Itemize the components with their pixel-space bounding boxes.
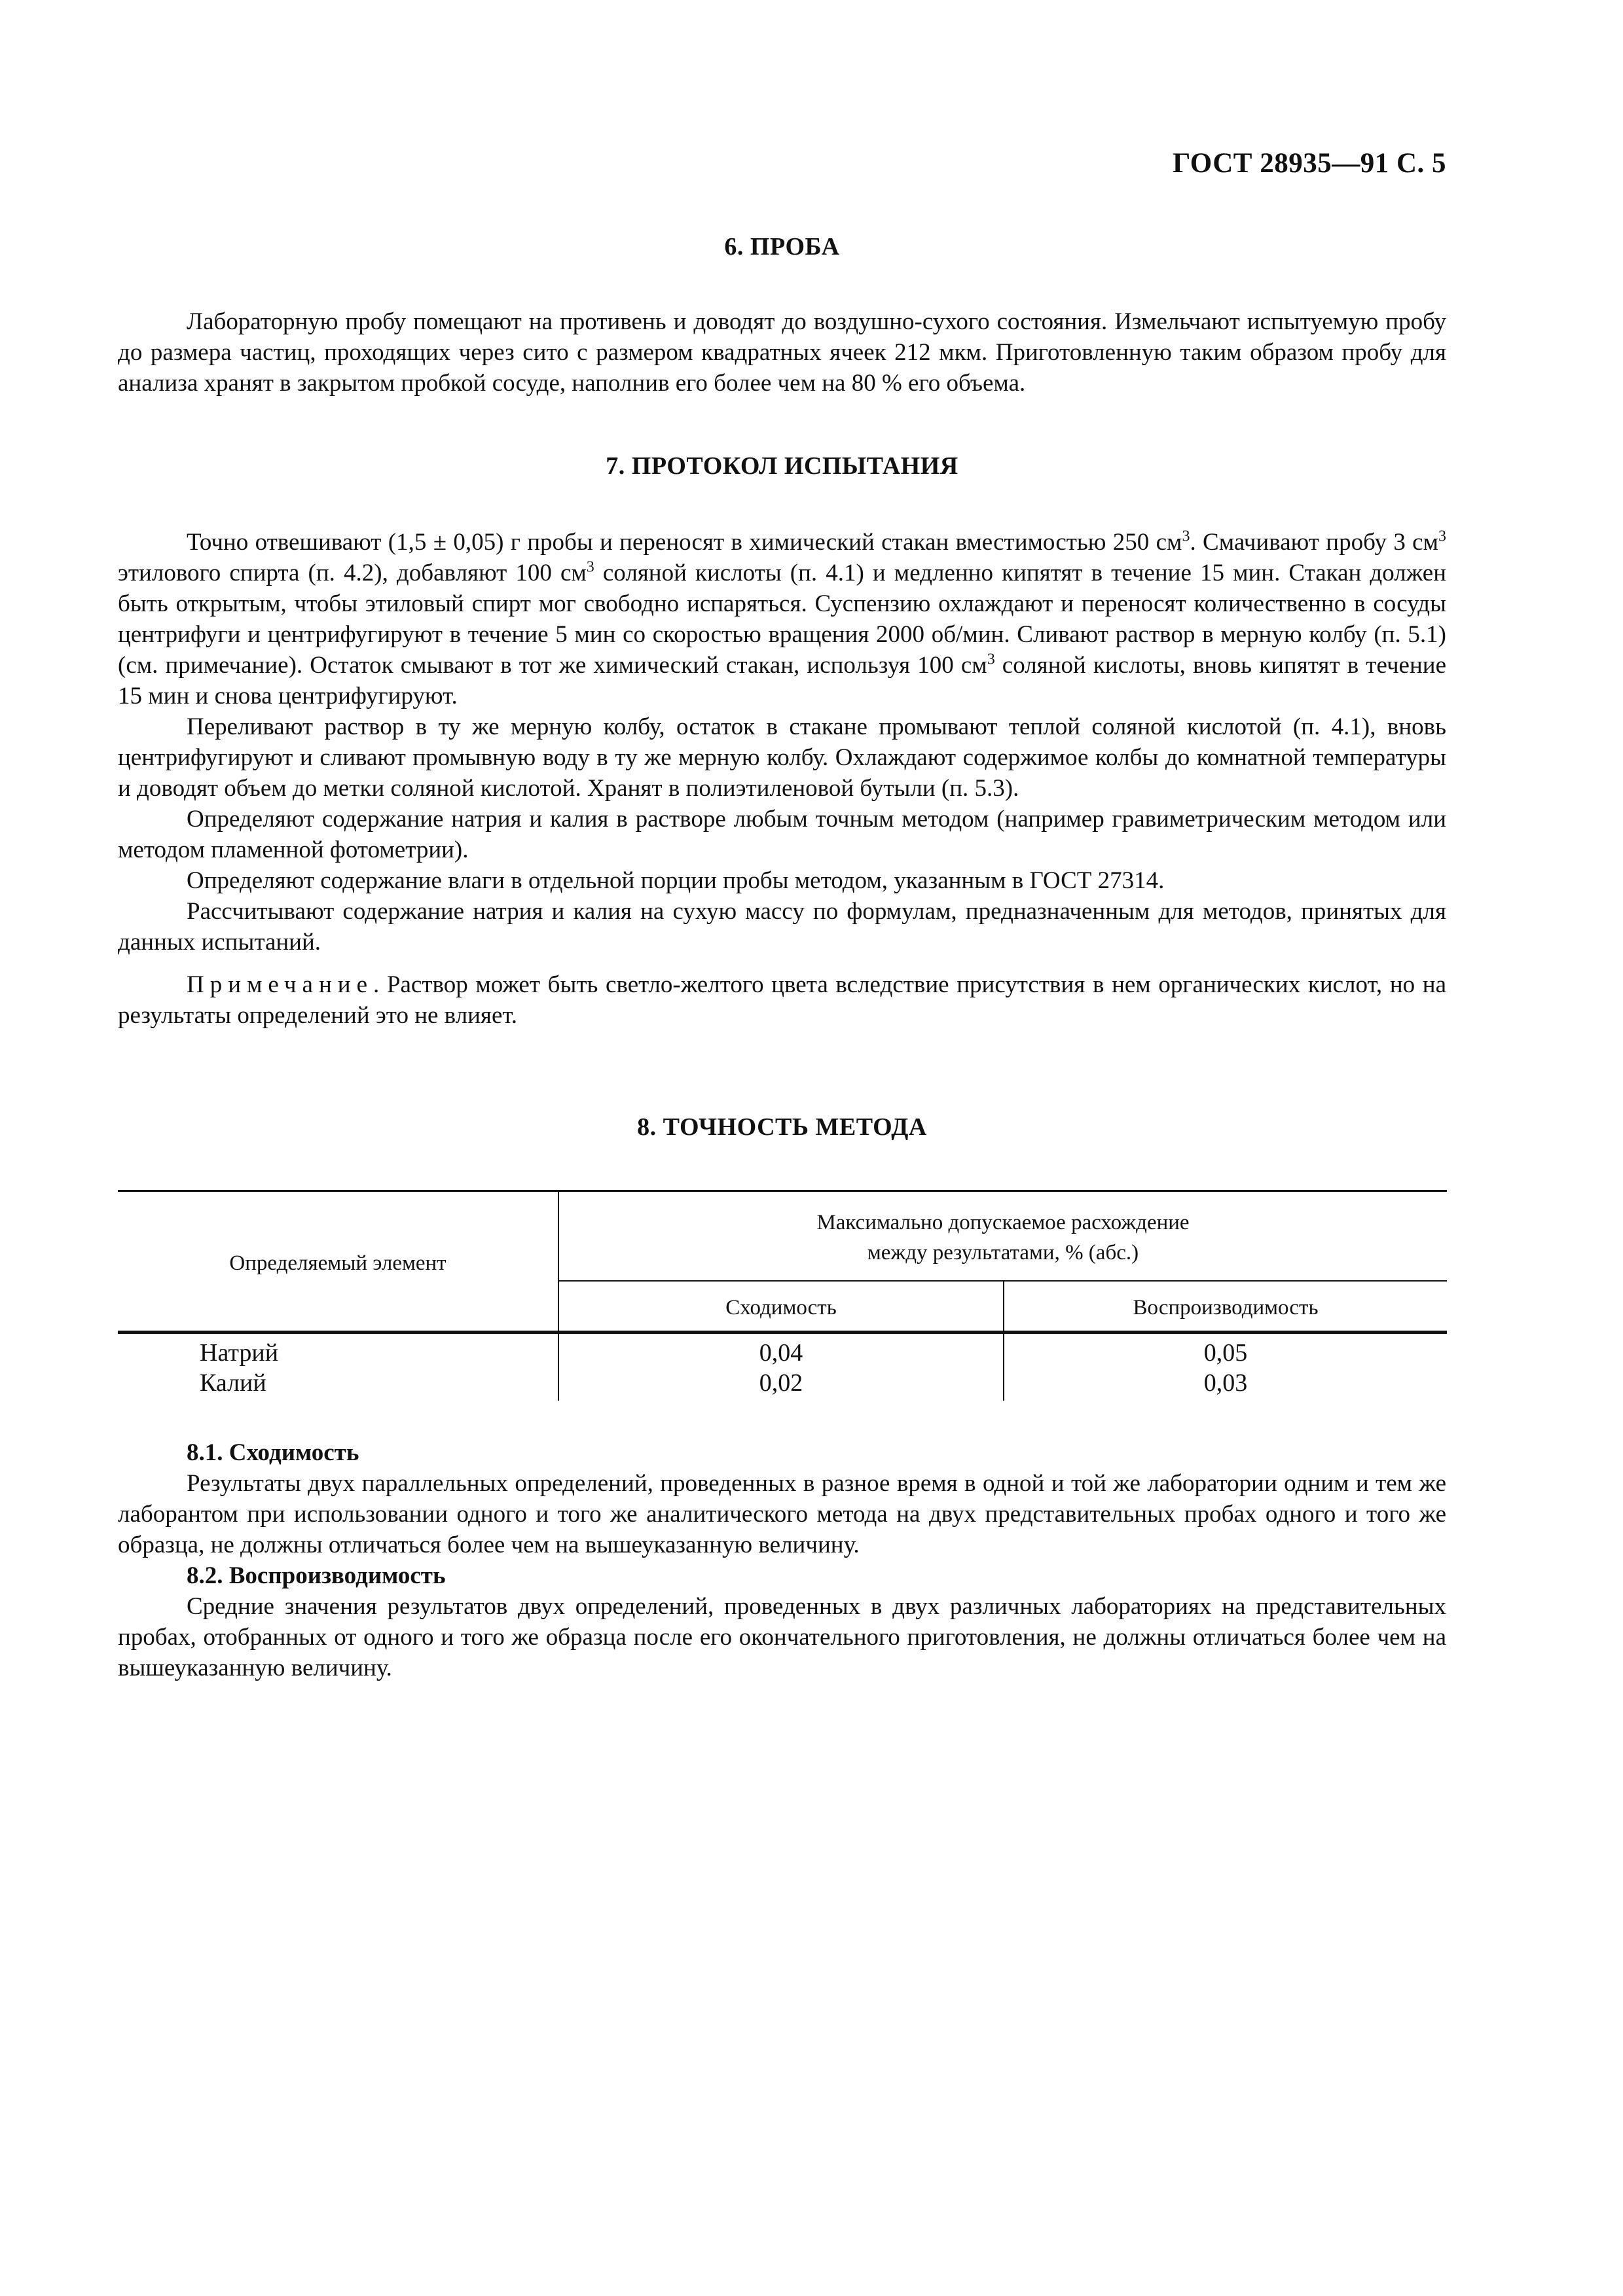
section-7-paragraph-5: Рассчитывают содержание натрия и калия на сухую массу по формулам, предназначенным для методов, принятых для данных испытаний. — [118, 898, 1446, 956]
section-8-body — [118, 1437, 1446, 1683]
section-6-title: 6. ПРОБА — [724, 233, 840, 260]
p1-part-d: соляной кислоты (п. 4.1) и медленно кипятят в течение 15 мин. Стакан должен быть открытым, чтобы этиловый спирт мог свободно испаряться. Суспензию охлаждают и переносят количественно в сосуды центрифуги и центрифугируют в течение 5 мин со скоростью вращения 2000 об/мин. Сливают раствор в мерную колбу (п. 5.1) (см. примечание). Остаток смывают в тот же химический стакан, используя 100 см — [118, 560, 1446, 679]
note-label: Примечание — [187, 971, 373, 998]
section-7-title: 7. ПРОТОКОЛ ИСПЫТАНИЯ — [606, 452, 958, 480]
note-text: . Раствор может быть светло-желтого цвета вследствие присутствия в нем органических кислот, но на результаты определений это не влияет. — [118, 971, 1446, 1029]
subsection-8-2-text: Средние значения результатов двух определений, проведенных в двух различных лабораториях на представительных пробах, отобранных от одного и того же образца после его окончательного приготовления, не должны отличаться более чем на вышеуказанную величину. — [118, 1593, 1446, 1681]
header-convergence: Сходимость — [725, 1296, 837, 1319]
section-7-body — [118, 527, 1446, 1031]
header-group-line-1: Максимально допускаемое расхождение — [816, 1211, 1190, 1234]
header-reproducibility: Воспроизводимость — [1133, 1296, 1319, 1319]
section-8-title: 8. ТОЧНОСТЬ МЕТОДА — [637, 1113, 927, 1141]
accuracy-table — [118, 1190, 1447, 1401]
section-7-note — [118, 969, 1446, 1031]
subsection-8-1-text: Результаты двух параллельных определений, проведенных в разное время в одной и той же лаборатории одним и тем же лаборантом при использовании одного и того же аналитического метода на двух представительных пробах одного и того же образца, не должны отличаться более чем на вышеуказанную величину. — [118, 1470, 1446, 1558]
section-6-body — [118, 306, 1446, 399]
section-7 — [118, 452, 1446, 480]
header-element: Определяемый элемент — [229, 1251, 447, 1275]
table-top-rule — [118, 1190, 1447, 1192]
superscript: 3 — [1182, 528, 1190, 545]
section-7-paragraph-2: Переливают раствор в ту же мерную колбу, остаток в стакане промывают теплой соляной кислотой (п. 4.1), вновь центрифугируют и сливают промывную воду в ту же мерную колбу. Охлаждают содержимое колбы до комнатной температуры и доводят объем до метки соляной кислотой. Хранят в полиэтиленовой бутыли (п. 5.3). — [118, 713, 1446, 802]
row-reproducibility: 0,03 — [1203, 1369, 1248, 1397]
table-header-rule — [118, 1331, 1447, 1334]
section-6 — [118, 232, 1446, 261]
section-7-paragraph-3: Определяют содержание натрия и калия в растворе любым точным методом (например гравиметрическим методом или методом пламенной фотометрии). — [118, 806, 1446, 863]
superscript: 3 — [586, 558, 594, 576]
section-6-paragraph: Лабораторную пробу помещают на противень и доводят до воздушно-сухого состояния. Измельчают испытуемую пробу до размера частиц, проходящих через сито с размером квадратных ячеек 212 мкм. Приготовленную таким образом пробу для анализа хранят в закрытом пробкой сосуде, наполнив его более чем на 80 % его объема. — [118, 308, 1446, 397]
section-7-paragraph-1 — [118, 527, 1446, 711]
row-convergence: 0,04 — [759, 1339, 803, 1367]
p1-part-b: . Смачивают пробу 3 см — [1190, 529, 1438, 556]
subsection-8-1-title: 8.1. Сходимость — [187, 1439, 359, 1466]
section-8 — [118, 1113, 1446, 1141]
p1-part-c: этилового спирта (п. 4.2), добавляют 100 см — [118, 560, 587, 586]
row-convergence: 0,02 — [759, 1369, 803, 1397]
row-element: Натрий — [200, 1339, 279, 1367]
p1-part-a: Точно отвешивают (1,5 ± 0,05) г пробы и переносят в химический стакан вместимостью 250 см — [187, 529, 1182, 556]
p1-part-e: соляной кислоты, вновь кипятят в течение 15 мин и снова центрифугируют. — [118, 652, 1446, 709]
row-reproducibility: 0,05 — [1203, 1339, 1248, 1367]
table-subheader-rule — [558, 1280, 1447, 1282]
row-element: Калий — [200, 1369, 266, 1397]
subsection-8-2-title: 8.2. Воспроизводимость — [187, 1562, 446, 1589]
superscript: 3 — [1438, 528, 1446, 545]
page-header: ГОСТ 28935—91 С. 5 — [1172, 148, 1446, 179]
superscript: 3 — [987, 651, 995, 668]
header-group-line-2: между результатами, % (абс.) — [867, 1241, 1139, 1265]
section-7-paragraph-4: Определяют содержание влаги в отдельной порции пробы методом, указанным в ГОСТ 27314. — [187, 867, 1165, 894]
